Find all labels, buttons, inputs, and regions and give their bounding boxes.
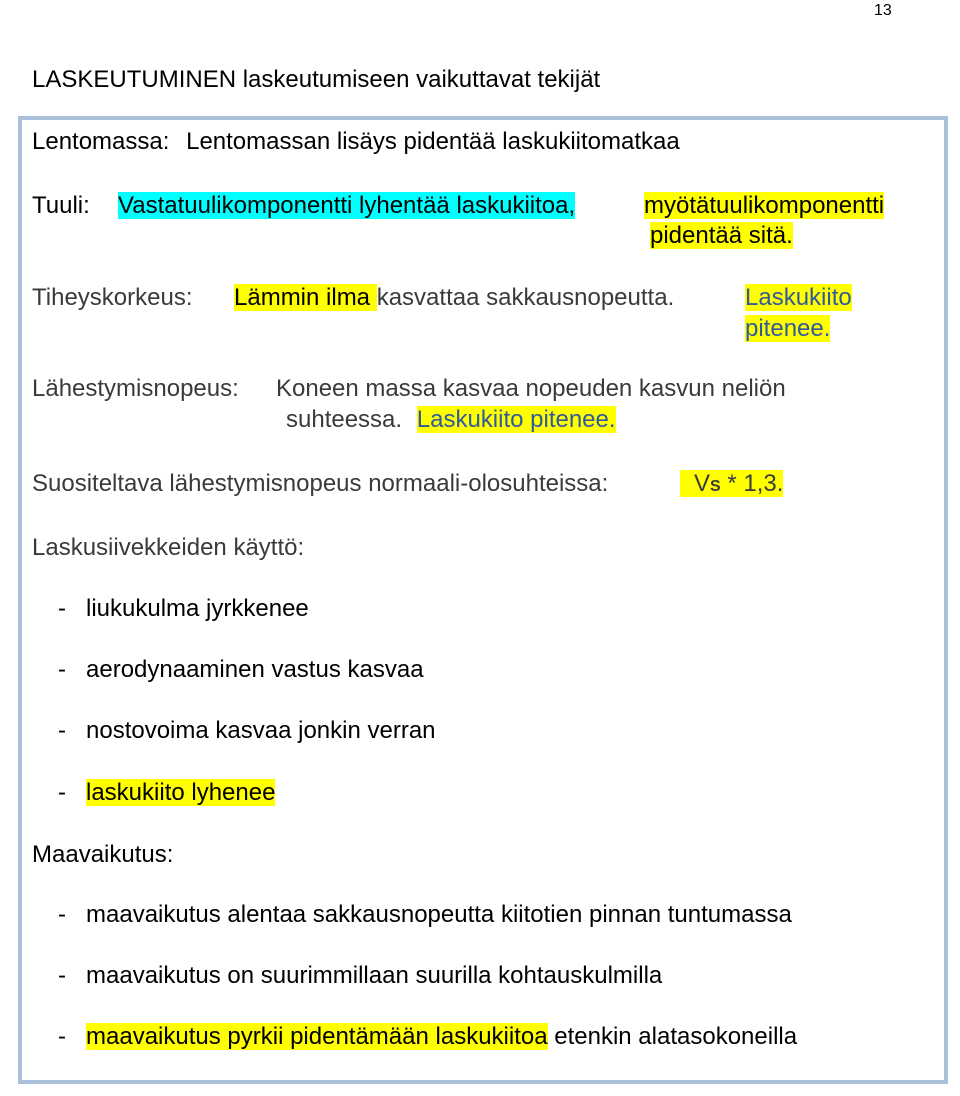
maavaikutus-last-highlight: maavaikutus pyrkii pidentämään laskukiitoa [86,1023,548,1050]
tuuli-label: Tuuli: [32,192,90,219]
maavaikutus-item: maavaikutus on suurimmillaan suurilla kohtauskulmilla [86,962,663,989]
vs-formula [680,470,783,497]
tiheys-line [234,283,674,313]
suositeltava-text: Suositeltava lähestymisnopeus normaali-olosuhteissa: [32,470,609,497]
page-title: LASKEUTUMINEN laskeutumiseen vaikuttavat tekijät [32,66,601,93]
tiheys-label: Tiheyskorkeus: [32,284,193,311]
tuuli-tailwind-2 [650,221,793,251]
lahestymis-label: Lähestymisnopeus: [32,375,239,402]
siivekkeet-bullet: - [58,595,66,622]
lentomassa-text: Lentomassan lisäys pidentää laskukiitomatkaa [186,128,680,155]
tiheys-text: kasvattaa sakkausnopeutta. [376,284,675,311]
lahestymis-line-2 [286,405,616,435]
tuuli-headwind-text: Vastatuulikomponentti lyhentää laskukiitoa, [118,192,576,219]
siivekkeet-item-highlight [86,778,275,808]
tiheys-result-1 [745,283,852,313]
maavaikutus-bullet: - [58,1023,66,1050]
maavaikutus-item: maavaikutus alentaa sakkausnopeutta kiitotien pinnan tuntumassa [86,901,792,928]
lahestymis-text-2: suhteessa. [286,406,403,433]
tuuli-tailwind-text-2: pidentää sitä. [650,222,793,249]
tiheys-result-text-2: pitenee. [745,315,831,342]
page-number: 13 [874,2,892,19]
suositeltava-formula [680,469,783,502]
vs-factor: * 1,3. [720,470,784,497]
tuuli-tailwind-1 [644,191,884,221]
maavaikutus-bullet: - [58,901,66,928]
lahestymis-text-1: Koneen massa kasvaa nopeuden kasvun neliön [276,375,786,402]
lentomassa-label: Lentomassa: [32,128,170,155]
tuuli-tailwind-text-1: myötätuulikomponentti [644,192,885,219]
tiheys-result-2 [745,314,830,344]
siivekkeet-bullet: - [58,779,66,806]
lahestymis-result: Laskukiito pitenee. [416,406,616,433]
maavaikutus-item-last [86,1022,797,1052]
siivekkeet-item-text: laskukiito lyhenee [86,779,276,806]
vs-sub: S [710,478,721,495]
vs-v: V [694,470,711,497]
siivekkeet-item: nostovoima kasvaa jonkin verran [86,717,436,744]
siivekkeet-label: Laskusiivekkeiden käyttö: [32,534,305,561]
tiheys-warm-air: Lämmin ilma [234,284,377,311]
tiheys-result-text-1: Laskukiito [745,284,852,311]
lentomassa-line [32,127,680,157]
maavaikutus-bullet: - [58,962,66,989]
siivekkeet-bullet: - [58,717,66,744]
siivekkeet-bullet: - [58,656,66,683]
siivekkeet-item: aerodynaaminen vastus kasvaa [86,656,424,683]
maavaikutus-label: Maavaikutus: [32,841,174,868]
tuuli-headwind [118,191,575,221]
siivekkeet-item: liukukulma jyrkkenee [86,595,309,622]
maavaikutus-last-rest: etenkin alatasokoneilla [547,1023,798,1050]
